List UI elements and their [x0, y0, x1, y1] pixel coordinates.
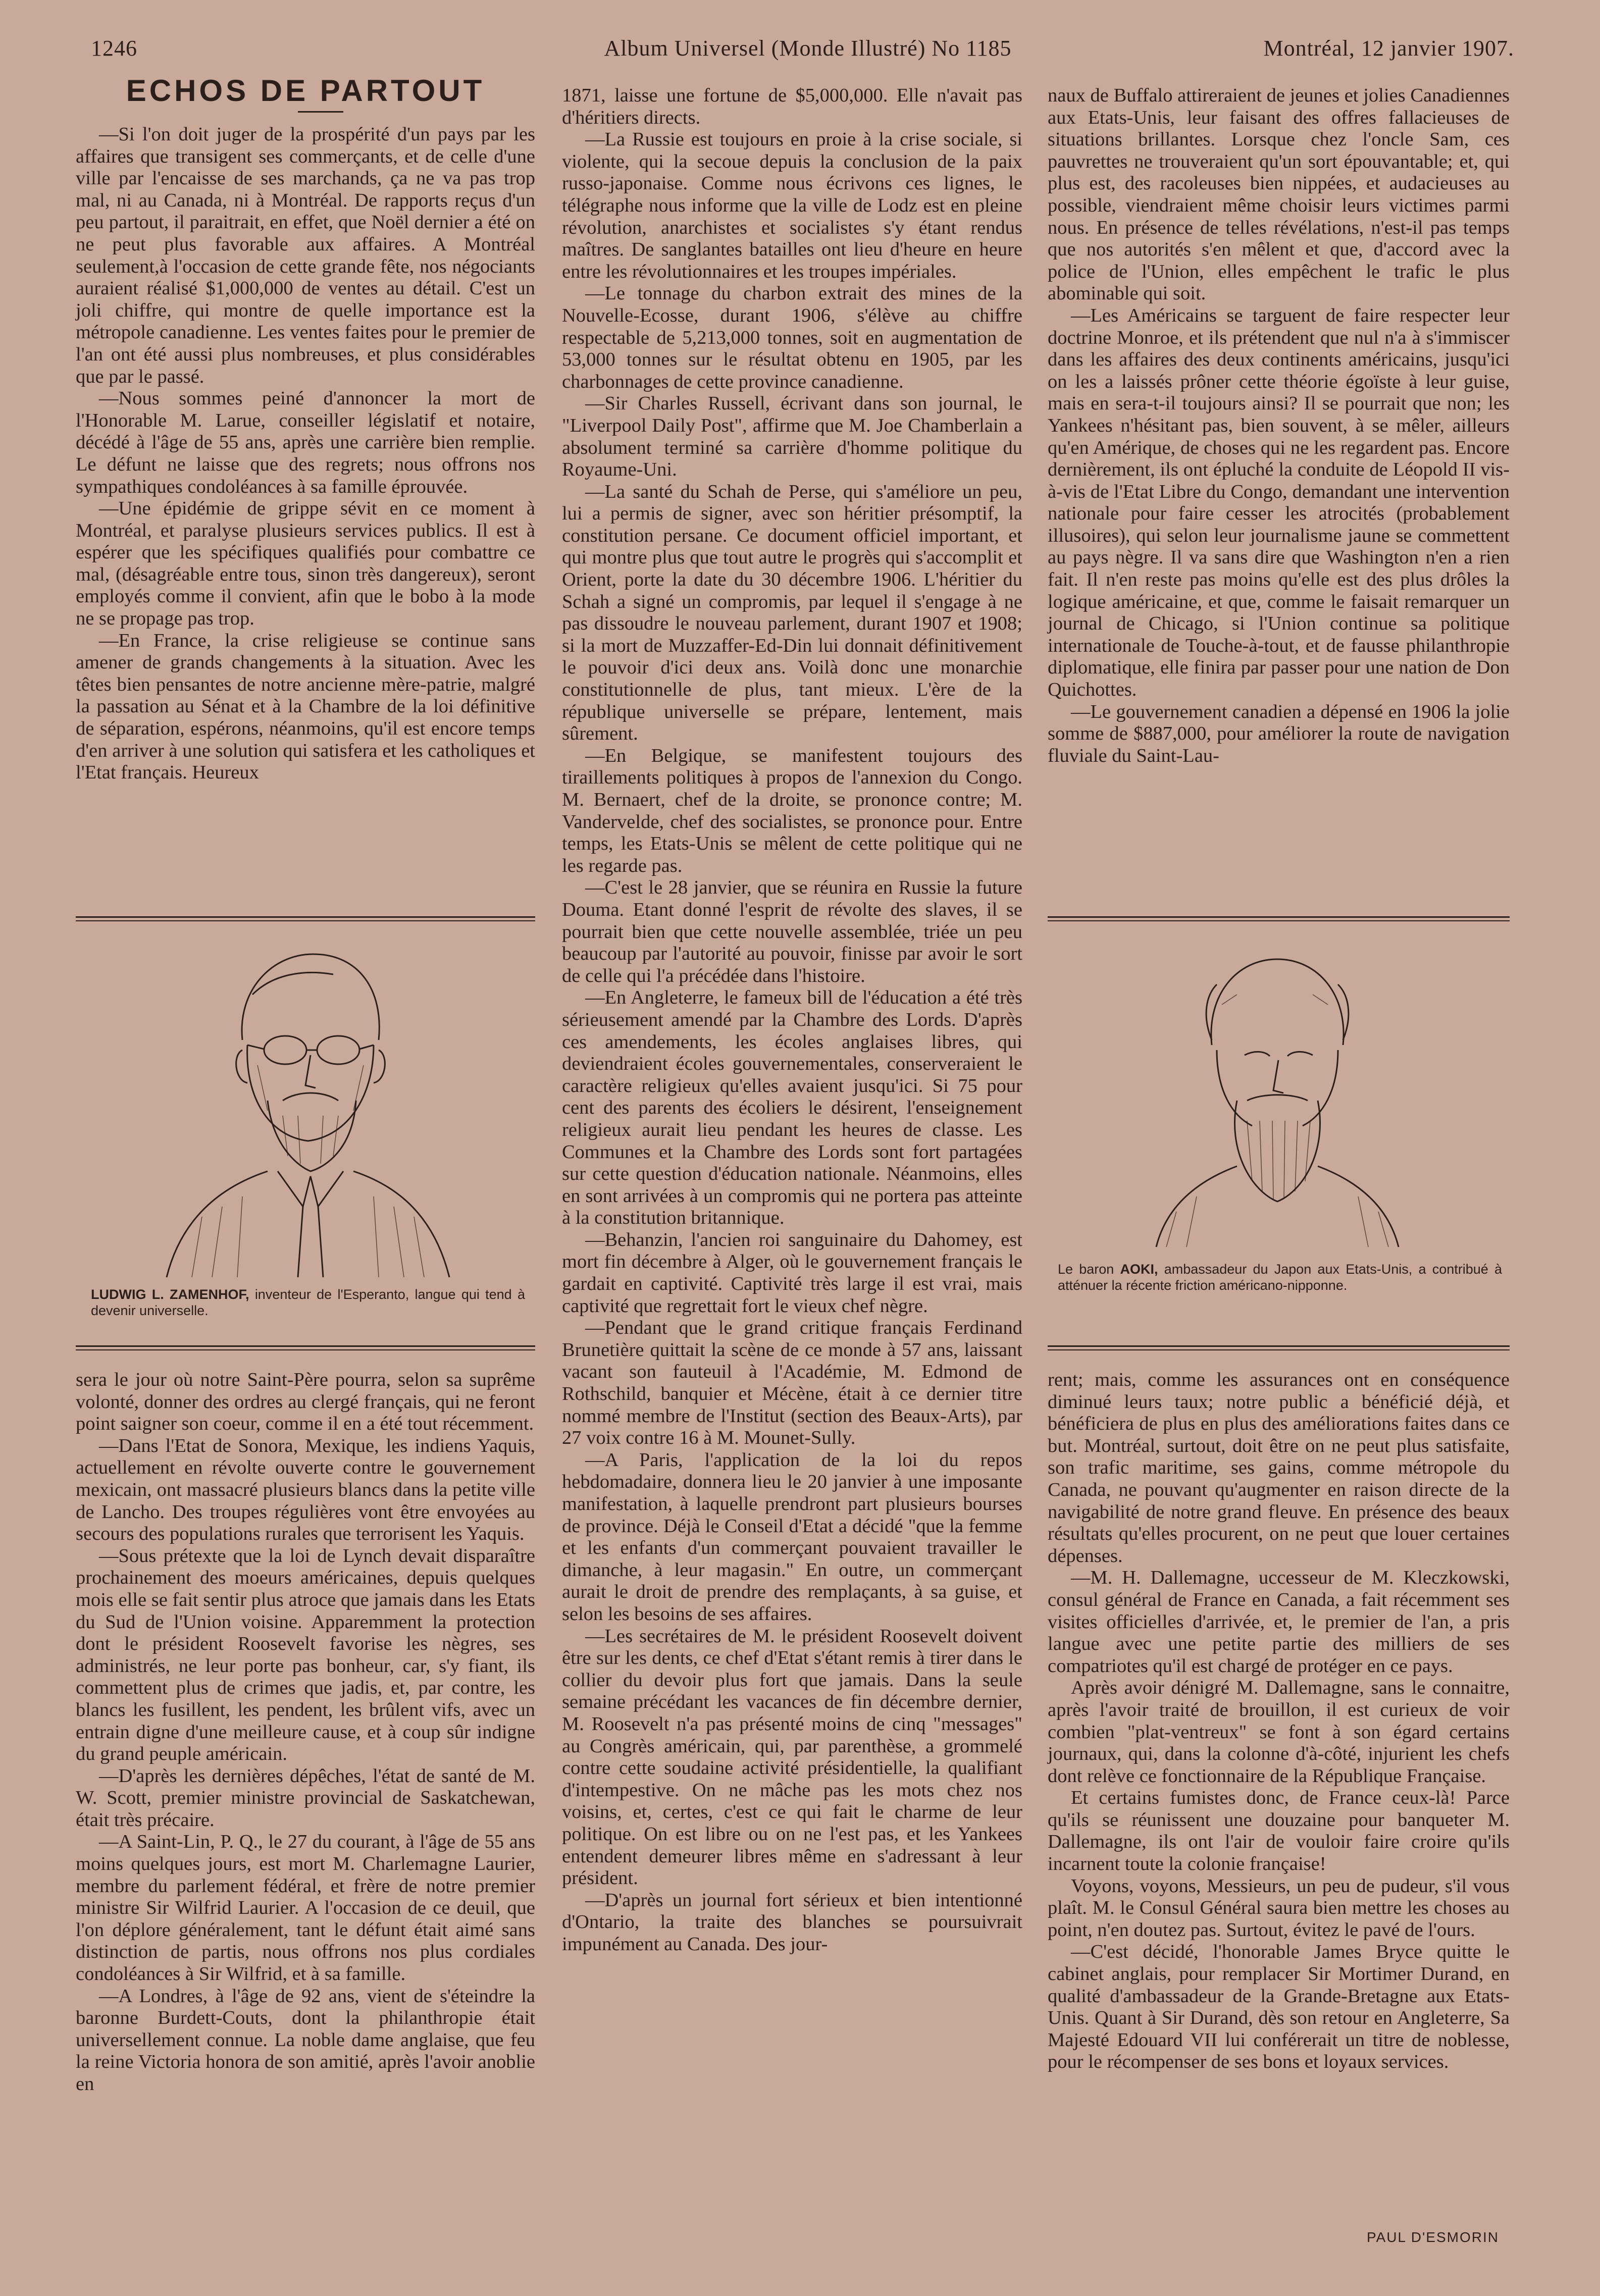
- article-paragraph: —En France, la crise religieuse se continue sans amener de grands changements à la situation. Avec les têtes bien pensantes de notre ancienne mère-patrie, malgré la passation au Sénat et à la Chambre de la loi définitive de séparation, espérons, néanmoins, qu'il est encore temps d'en arriver à une solution qui satisfera et les catholiques et l'Etat français. Heureux: [76, 630, 535, 784]
- portrait-rule-bottom-left: [76, 1345, 535, 1347]
- publication-title: Album Universel (Monde Illustré) No 1185: [604, 36, 1012, 61]
- article-paragraph: —Sir Charles Russell, écrivant dans son journal, le "Liverpool Daily Post", affirme que M. Joe Chamberlain a absolument terminé sa carrière d'homme politique du Royaume-Uni.: [562, 393, 1022, 481]
- article-paragraph: —Dans l'Etat de Sonora, Mexique, les indiens Yaquis, actuellement en révolte ouverte contre le gouvernement mexicain, ont massacré plusieurs blancs dans la petite ville de Lancho. Des troupes régulières vont être envoyées au secours des populations rurales que terrorisent les Yaquis.: [76, 1435, 535, 1545]
- aoki-portrait: [1136, 939, 1419, 1252]
- issue-date: Montréal, 12 janvier 1907.: [1263, 36, 1514, 61]
- article-paragraph: —A Saint-Lin, P. Q., le 27 du courant, à l'âge de 55 ans moins quelques jours, est mort M. Charlemagne Laurier, membre du parlement fédéral, et frère de notre premier ministre Sir Wilfrid Laurier. A l'occasion de ce deuil, que l'on déplore généralement, tant le défunt était aimé sans distinction de partis, nous offrons nos plus cordiales condoléances à Sir Wilfrid, et à sa famille.: [76, 1831, 535, 1985]
- article-paragraph: —Le gouvernement canadien a dépensé en 1906 la jolie somme de $887,000, pour améliorer la route de navigation fluviale du Saint-Lau-: [1048, 701, 1510, 766]
- article-paragraph: —En Angleterre, le fameux bill de l'éducation a été très sérieusement amendé par la Chambre des Lords. D'après ces amendements, les écoles anglaises libres, qui deviendraient écoles gouvernementales, conserveraient le caractère religieux qu'elles avaient jusqu'ici. Si 75 pour cent des parents des écoliers le désirent, l'enseignement religieux aurait lieu pendant les heures de classe. Les Communes et la Chambre des Lords sont fort partagées sur cette question d'éducation nationale. Néanmoins, elles en sont arrivées à un compromis qui ne portera pas atteinte à la constitution britannique.: [562, 987, 1022, 1229]
- article-paragraph: Après avoir dénigré M. Dallemagne, sans le connaitre, après l'avoir traité de brouillon, il est curieux de voir combien "plat-ventreux" se font à son égard certains journaux, qui, dans la colonne d'à-côté, injurient les chefs dont relève ce fonctionnaire de la République Française.: [1048, 1677, 1510, 1787]
- caption-name: AOKI,: [1120, 1262, 1158, 1277]
- article-paragraph: —Nous sommes peiné d'annoncer la mort de l'Honorable M. Larue, conseiller législatif et notaire, décédé à l'âge de 55 ans, après une carrière bien remplie. Le défunt ne laisse que des regrets; nous offrons nos sympathiques condoléances à sa famille éprouvée.: [76, 388, 535, 497]
- page-number: 1246: [91, 36, 137, 61]
- column-1-top: [76, 124, 535, 906]
- article-paragraph: —Les secrétaires de M. le président Roosevelt doivent être sur les dents, ce chef d'Etat s'étant remis à tirer dans le collier du devoir plus fort que jamais. Dans la seule semaine précédant les vacances de fin décembre dernier, M. Roosevelt n'a pas présenté moins de cinq "messages" au Congrès américain, qui, par parenthèse, a grommelé contre cette soudaine activité présidentielle, la qualifiant d'intempestive. On ne mâche pas les mots chez nos voisins, et, certes, c'est ce qui fait le charme de leur politique. On est libre ou on ne l'est pas, et les Yankees entendent demeurer libres même en s'adressant à leur président.: [562, 1625, 1022, 1889]
- article-paragraph: —A Paris, l'application de la loi du repos hebdomadaire, donnera lieu le 20 janvier à une imposante manifestation, à laquelle prendront part plusieurs bourses de province. Déjà le Conseil d'Etat a décidé "que la femme et les enfants d'un commerçant pouvaient travailler le dimanche, à leur magasin." En outre, un commerçant aurait le droit de prendre des remplaçants, à sa guise, et selon les besoins de ses affaires.: [562, 1449, 1022, 1625]
- portrait-rule-bottom-left-2: [76, 1349, 535, 1350]
- article-paragraph: —Si l'on doit juger de la prospérité d'un pays par les affaires que transigent ses commerçants, et de celle d'une ville par l'encaisse de ses marchands, ça ne va pas trop mal, ni au Canada, ni à Montréal. De rapports reçus d'un peu partout, il paraitrait, en effet, que Noël dernier a été on ne peut plus favorable aux affaires. A Montréal seulement,à l'occasion de cette grande fête, nos négociants auraient réalisé $1,000,000 de ventes au détail. C'est un joli chiffre, qui montre de quelle importance est la métropole canadienne. Les ventes faites pour le premier de l'an ont été aussi plus nombreuses, et plus considérables que par le passé.: [76, 124, 535, 387]
- article-paragraph: —M. H. Dallemagne, uccesseur de M. Kleczkowski, consul général de France en Canada, a fait récemment ses visites officielles d'arrivée, et, le premier de l'an, a pris langue avec une petite partie des milliers de ses compatriotes qu'il est chargé de protéger en ce pays.: [1048, 1567, 1510, 1677]
- column-1-bottom: [76, 1369, 535, 2227]
- caption-name: LUDWIG L. ZAMENHOF,: [91, 1287, 249, 1302]
- article-paragraph: —Behanzin, l'ancien roi sanguinaire du Dahomey, est mort fin décembre à Alger, où le gouvernement français le gardait en captivité. Captivité très large il est vrai, mais captivité que regrettait fort le vieux chef nègre.: [562, 1229, 1022, 1317]
- zamenhof-caption: [91, 1286, 525, 1319]
- aoki-caption: [1058, 1261, 1502, 1293]
- article-paragraph: —Une épidémie de grippe sévit en ce moment à Montréal, et paralyse plusieurs services publics. Il est à espérer que les spécifiques qualifiés pour combattre ce mal, (désagréable entre tous, sinon très dangereux), seront employés comme il convient, afin que le bobo à la mode ne se propage pas trop.: [76, 498, 535, 630]
- caption-text: inventeur de l'Esperanto, langue qui tend à devenir universelle.: [91, 1287, 525, 1318]
- portrait-rule-top-right: [1048, 916, 1510, 918]
- portrait-rule-top-right-2: [1048, 920, 1510, 921]
- section-title: ECHOS DE PARTOUT: [126, 74, 485, 108]
- article-paragraph: —C'est décidé, l'honorable James Bryce quitte le cabinet anglais, pour remplacer Sir Mortimer Durand, en qualité d'ambassadeur de la Grande-Bretagne aux Etats-Unis. Quant à Sir Durand, dès son retour en Angleterre, Sa Majesté Edouard VII lui conférerait un titre de noblesse, pour le récompenser de ses bons et loyaux services.: [1048, 1941, 1510, 2073]
- column-3-bottom: [1048, 1369, 1510, 2197]
- article-paragraph: —Pendant que le grand critique français Ferdinand Brunetière quittait la scène de ce monde à 57 ans, laissant vacant son fauteuil à l'Académie, M. Edmond de Rothschild, banquier et Mécène, était à ce dernier titre nommé membre de l'Institut (section des Beaux-Arts), par 27 voix contre 16 à M. Mounet-Sully.: [562, 1317, 1022, 1449]
- article-paragraph: —D'après les dernières dépêches, l'état de santé de M. W. Scott, premier ministre provincial de Saskatchewan, était très précaire.: [76, 1765, 535, 1831]
- caption-prefix: Le baron: [1058, 1262, 1114, 1277]
- article-paragraph: —La Russie est toujours en proie à la crise sociale, si violente, qui la secoue depuis la conclusion de la paix russo-japonaise. Comme nous écrivons ces lignes, le télégraphe nous informe que la ville de Lodz est en pleine révolution, anarchistes et socialistes s'y étant rendus maîtres. De sanglantes batailles ont lieu d'heure en heure entre les révolutionnaires et les troupes impériales.: [562, 129, 1022, 282]
- article-paragraph: —En Belgique, se manifestent toujours des tiraillements politiques à propos de l'annexion du Congo. M. Bernaert, chef de la droite, se prononce contre; M. Vandervelde, chef des socialistes, se prononce pour. Entre temps, les Etats-Unis se mêlent de cette politique qui ne les regarde pas.: [562, 745, 1022, 876]
- portrait-rule-top-left: [76, 916, 535, 918]
- article-paragraph: sera le jour où notre Saint-Père pourra, selon sa suprême volonté, donner des ordres au clergé français, qui ne feront point saigner son coeur, comme il en a été tout récemment.: [76, 1369, 535, 1435]
- column-2: [562, 85, 1022, 2230]
- article-paragraph: —A Londres, à l'âge de 92 ans, vient de s'éteindre la baronne Burdett-Couts, dont la philanthropie était universellement connue. La noble dame anglaise, que feu la reine Victoria honora de son amitié, après l'avoir anoblie en: [76, 1985, 535, 2095]
- article-paragraph: —D'après un journal fort sérieux et bien intentionné d'Ontario, la traite des blanches se poursuivrait impunément au Canada. Des jour-: [562, 1889, 1022, 1955]
- column-3-top: [1048, 85, 1510, 913]
- article-paragraph: —La santé du Schah de Perse, qui s'améliore un peu, lui a permis de signer, avec son héritier présomptif, la constitution persane. Ce document officiel important, et qui montre plus que tout autre le progrès qui s'accomplit et Orient, porte la date du 30 décembre 1906. L'héritier du Schah a signé un compromis, par lequel il s'engage à ne pas dissoudre le nouveau parlement, durant 1907 et 1908; si la mort de Muzzaffer-Ed-Din lui donnait définitivement le pouvoir d'ici deux ans. Voilà donc une monarchie constitutionnelle de plus, tant mieux. L'ère de la république universelle se prépare, lentement, mais sûrement.: [562, 481, 1022, 745]
- title-rule: [298, 111, 343, 113]
- portrait-rule-top-left-2: [76, 920, 535, 921]
- caption-text: ambassadeur du Japon aux Etats-Unis, a contribué à atténuer la récente friction américano-nipponne.: [1058, 1262, 1502, 1293]
- article-paragraph: naux de Buffalo attireraient de jeunes et jolies Canadiennes aux Etats-Unis, leur faisant des offres fallacieuses de situations brillantes. Lorsque chez l'oncle Sam, ces pauvrettes ne trouveraient qu'un sort épouvantable; et, qui plus est, des racoleuses bien nippées, et audacieuses au possible, viendraient même choisir leurs victimes parmi nous. En présence de telles révélations, n'est-il pas temps que nos autorités s'en mêlent et que, d'accord avec la police de l'Union, elles empêchent le trafic le plus abominable qui soit.: [1048, 85, 1510, 304]
- article-paragraph: —Sous prétexte que la loi de Lynch devait disparaître prochainement des moeurs américaines, depuis quelques mois elle se fait sentir plus atroce que jamais dans les Etats du Sud de l'Union voisine. Apparemment la protection dont le président Roosevelt favorise les nègres, ses administrés, ne leur porte pas bonheur, car, s'y fiant, ils commettent plus de crimes que jadis, et, par contre, les blancs les fusillent, les pendent, les brûlent vifs, avec un entrain digne d'une meilleure cause, et à coup sûr indigne du grand peuple américain.: [76, 1545, 535, 1765]
- article-paragraph: rent; mais, comme les assurances ont en conséquence diminué leurs taux; notre public a bénéficié déjà, et bénéficiera de plus en plus des améliorations faites dans ce but. Montréal, surtout, doit être on ne peut plus satisfaite, son trafic maritime, ses gains, comme métropole du Canada, ne pouvant qu'augmenter en raison directe de la navigabilité de notre grand fleuve. En présence des beaux résultats qu'elles procurent, on ne peut que louer certaines dépenses.: [1048, 1369, 1510, 1567]
- article-paragraph: —Le tonnage du charbon extrait des mines de la Nouvelle-Ecosse, durant 1906, s'élève au chiffre respectable de 5,213,000 tonnes, soit en augmentation de 53,000 tonnes sur le résultat obtenu en 1905, par les charbonnages de cette province canadienne.: [562, 283, 1022, 392]
- portrait-rule-bottom-right-2: [1048, 1349, 1510, 1350]
- article-paragraph: —C'est le 28 janvier, que se réunira en Russie la future Douma. Etant donné l'esprit de révolte des slaves, il se pourrait bien que cette nouvelle assemblée, triée un peu beaucoup par l'autorité au pouvoir, finisse par avoir le sort de celle qui l'a précédée dans l'histoire.: [562, 877, 1022, 986]
- portrait-rule-bottom-right: [1048, 1345, 1510, 1347]
- zamenhof-portrait: [151, 934, 464, 1282]
- article-paragraph: Voyons, voyons, Messieurs, un peu de pudeur, s'il vous plaît. M. le Consul Général saura bien mettre les choses au point, n'en doutez pas. Surtout, évitez le pavé de l'ours.: [1048, 1875, 1510, 1941]
- article-paragraph: 1871, laisse une fortune de $5,000,000. Elle n'avait pas d'héritiers directs.: [562, 85, 1022, 128]
- author-signature: PAUL D'ESMORIN: [1366, 2229, 1499, 2245]
- article-paragraph: —Les Américains se targuent de faire respecter leur doctrine Monroe, et ils prétendent que nul n'a à s'immiscer dans les affaires des deux continents américains, jusqu'ici on les a laissés prôner cette théorie égoïste à leur guise, mais en sera-t-il toujours ainsi? Il se pourrait que non; les Yankees n'hésitant pas, bien souvent, à se mêler, ailleurs qu'en Amérique, de choses qui ne les regardent pas. Encore dernièrement, ils ont épluché la conduite de Léopold II vis-à-vis de l'Etat Libre du Congo, demandant une intervention nationale pour faire cesser les atrocités (probablement illusoires), qui selon leur journalisme jaune se commettent au pays nègre. Il va sans dire que Washington n'en a rien fait. Il n'en reste pas moins qu'elle est des plus drôles la logique américaine, et que, comme le faisait remarquer un journal de Chicago, si l'Union continue sa politique internationale de Touche-à-tout, et de fausse philanthropie diplomatique, elle finira par passer pour une nation de Don Quichottes.: [1048, 304, 1510, 701]
- article-paragraph: Et certains fumistes donc, de France ceux-là! Parce qu'ils se réunissent une douzaine pour banqueter M. Dallemagne, ils ont l'air de vouloir faire croire qu'ils incarnent toute la colonie française!: [1048, 1787, 1510, 1875]
